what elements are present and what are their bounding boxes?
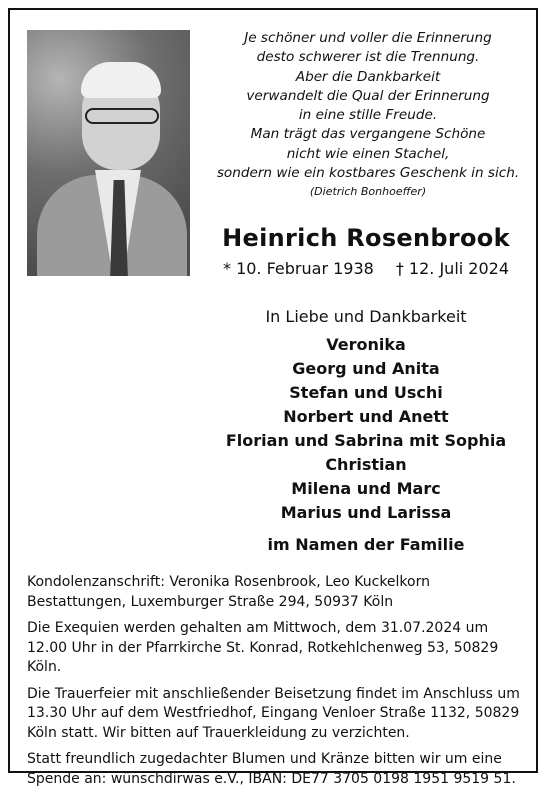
mourner-name: Norbert und Anett: [283, 407, 449, 426]
poem-line: verwandelt die Qual der Erinnerung: [246, 87, 490, 104]
deceased-name: Heinrich Rosenbrook: [222, 224, 510, 252]
birth-date: * 10. Februar 1938: [222, 259, 374, 278]
mourner-name: Milena und Marc: [291, 479, 441, 498]
mourner-name: Marius und Larissa: [280, 503, 452, 522]
condolence-address: Kondolenzanschrift: Veronika Rosenbrook, Leo Kuckelkorn Bestattungen, Luxemburger Straße 294, 50937 Köln: [27, 574, 430, 610]
poem-author: (Dietrich Bonhoeffer): [309, 185, 427, 199]
mourners-intro: In Liebe und Dankbarkeit: [265, 307, 467, 326]
portrait-photo: [27, 30, 190, 276]
poem-line: nicht wie einen Stachel,: [286, 145, 450, 162]
mourner-name: Stefan und Uschi: [289, 383, 443, 402]
mourner-name: Florian und Sabrina mit Sophia: [225, 431, 507, 450]
poem-line: Aber die Dankbarkeit: [295, 68, 441, 85]
poem-line: Man trägt das vergangene Schöne: [250, 126, 486, 143]
mourner-name: Georg und Anita: [292, 359, 440, 378]
mourner-name: Veronika: [326, 335, 406, 354]
mourners-list: [190, 305, 542, 557]
life-dates: [190, 259, 542, 278]
family-signature: im Namen der Familie: [267, 535, 465, 554]
notice-details: [27, 573, 527, 796]
memorial-poem: [208, 29, 528, 201]
funeral-info: Die Trauerfeier mit anschließender Beisetzung findet im Anschluss um 13.30 Uhr auf dem Westfriedhof, Eingang Venloer Straße 1132, 50829 Köln statt. Wir bitten auf Trauerkleidung zu verzichten.: [27, 685, 520, 741]
poem-line: Je schöner und voller die Erinnerung: [244, 30, 492, 46]
death-date: † 12. Juli 2024: [395, 259, 510, 278]
poem-line: in eine stille Freude.: [298, 107, 438, 124]
poem-line: sondern wie ein kostbares Geschenk in sich.: [216, 165, 520, 182]
donation-info: Statt freundlich zugedachter Blumen und Kränze bitten wir um eine Spende an: wünschdirwas e.V., IBAN: DE77 3705 0198 1951 9519 51.: [27, 751, 516, 787]
poem-line: desto schwerer ist die Trennung.: [256, 49, 480, 66]
mourner-name: Christian: [325, 455, 407, 474]
requiem-info: Die Exequien werden gehalten am Mittwoch, dem 31.07.2024 um 12.00 Uhr in der Pfarrkirche St. Konrad, Rotkehlchenweg 53, 50829 Köln.: [27, 620, 499, 675]
